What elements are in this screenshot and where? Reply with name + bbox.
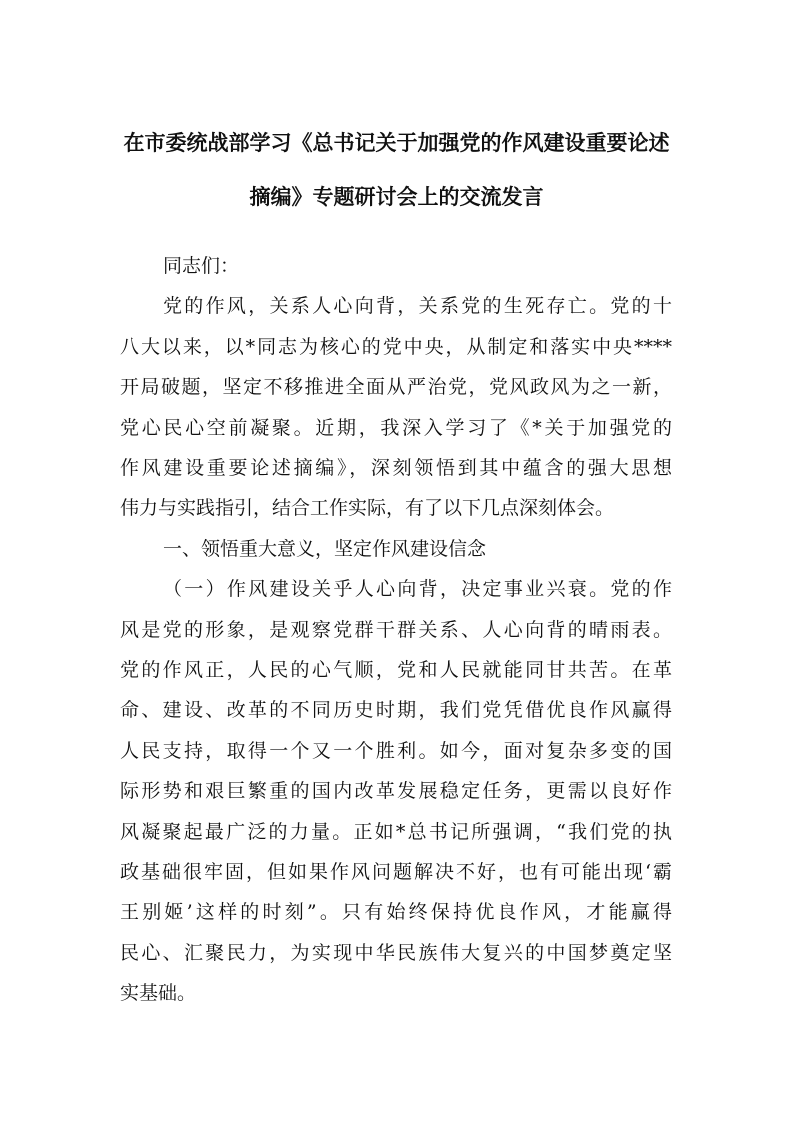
body-text-line: 际形势和艰巨繁重的国内改革发展稳定任务，更需以良好作 (120, 780, 672, 803)
body-text-line: 民心、汇聚民力，为实现中华民族伟大复兴的中国梦奠定坚 (120, 941, 672, 964)
document-title-line-2: 摘编》专题研讨会上的交流发言 (249, 184, 544, 209)
body-text-line: 王别姬’这样的时刻”。只有始终保持优良作风，才能赢得 (120, 901, 672, 924)
body-text-line: 命、建设、改革的不同历史时期，我们党凭借优良作风赢得 (120, 699, 672, 722)
body-text-line: 同志们： (163, 255, 240, 277)
body-text-line: 作风建设重要论述摘编》，深刻领悟到其中蕴含的强大思想 (120, 457, 672, 479)
body-text-line: 党的作风，关系人心向背，关系党的生死存亡。党的十 (163, 295, 672, 318)
body-text-line: 风凝聚起最广泛的力量。正如*总书记所强调，“我们党的执 (120, 820, 672, 843)
body-text-line: 开局破题，坚定不移推进全面从严治党，党风政风为之一新， (120, 376, 672, 399)
body-text-line: 八大以来，以*同志为核心的党中央，从制定和落实中央**** (120, 335, 672, 358)
body-text-line: 党的作风正，人民的心气顺，党和人民就能同甘共苦。在革 (120, 659, 672, 681)
body-text-line: （一）作风建设关乎人心向背，决定事业兴衰。党的作 (163, 578, 672, 601)
body-text-line: 实基础。 (120, 982, 197, 1005)
body-text-line: 一、领悟重大意义，坚定作风建设信念 (163, 537, 487, 560)
body-text-line: 风是党的形象，是观察党群干群关系、人心向背的晴雨表。 (120, 618, 672, 641)
body-text-line: 政基础很牢固，但如果作风问题解决不好，也有可能出现‘霸 (120, 861, 672, 883)
document-title-line-1: 在市委统战部学习《总书记关于加强党的作风建设重要论述 (123, 130, 670, 155)
body-text-line: 党心民心空前凝聚。近期，我深入学习了《*关于加强党的 (120, 416, 672, 439)
body-text-line: 伟力与实践指引，结合工作实际，有了以下几点深刻体会。 (120, 497, 615, 520)
body-text-line: 人民支持，取得一个又一个胜利。如今，面对复杂多变的国 (120, 739, 672, 762)
